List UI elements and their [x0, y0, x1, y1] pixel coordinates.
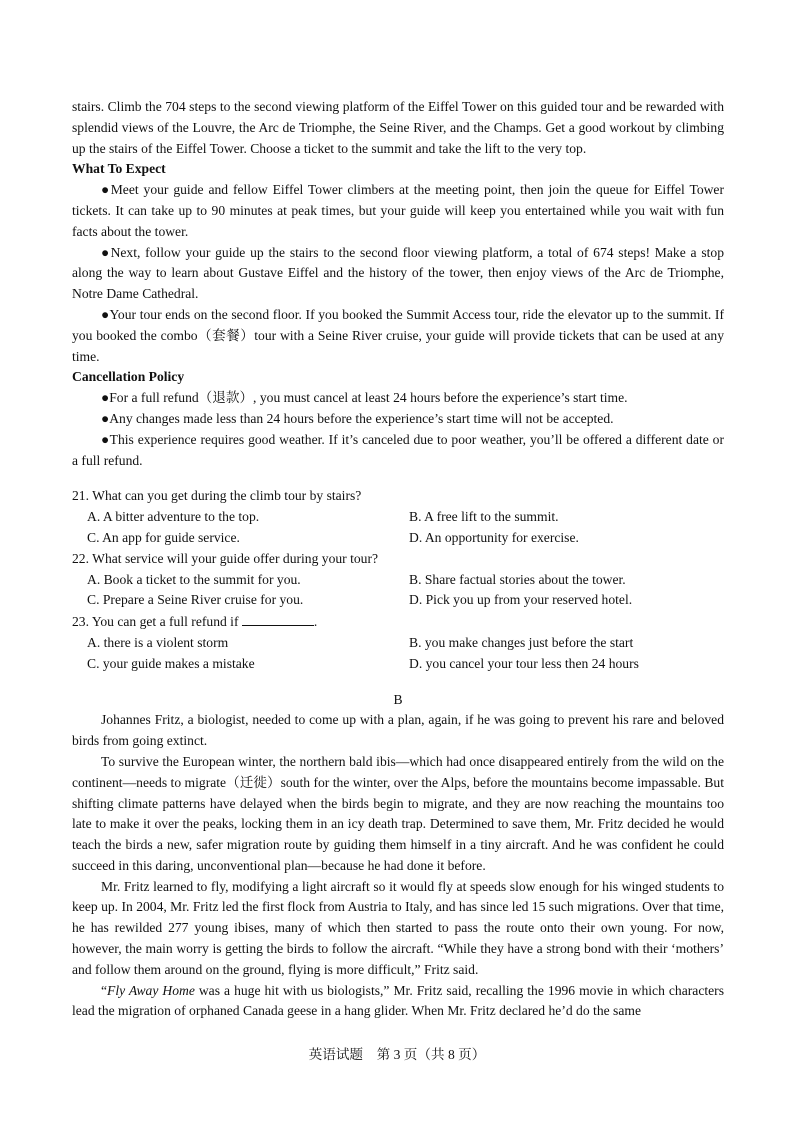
open-quote: “ — [101, 982, 108, 998]
option-a: A. Book a ticket to the summit for you. — [87, 571, 301, 587]
policy-item-1: ●For a full refund（退款）, you must cancel at least 24 hours before the experience’s start time. — [101, 390, 628, 406]
passage-b-p4 — [72, 981, 724, 1023]
question-21 — [72, 486, 724, 548]
expect-heading: What To Expect — [72, 161, 166, 177]
expect-item-1: ●Meet your guide and fellow Eiffel Tower climbers at the meeting point, then join the queue for Eiffel Tower tickets. It can take up to 90 minutes at peak times, but your guide will keep you entertained while you wait with fun facts about the tower. — [72, 182, 724, 239]
option-b: B. you make changes just before the start — [409, 634, 634, 650]
option-b: B. A free lift to the summit. — [409, 509, 559, 525]
movie-title: Fly Away Home — [107, 982, 195, 998]
expect-item-3: ●Your tour ends on the second floor. If you booked the Summit Access tour, ride the elevator up to the summit. If you booked the combo（套餐）tour with a Seine River cruise, your guide will provide tickets that can be used at any time. — [72, 306, 724, 364]
question-23 — [72, 611, 724, 674]
option-a: A. A bitter adventure to the top. — [87, 509, 260, 525]
passage-b-p2: To survive the European winter, the northern bald ibis—which had once disappeared entirely from the wild on the continent—needs to migrate（迁徙）south for the winter, over the Alps, before the mountains become impassable. But shifting climate patterns have delayed when the birds begin to migrate, and they are now reaching the mountains too late to make it over the peaks, locking them in an icy death trap. Determined to save them, Mr. Fritz decided he would teach the birds a new, safer migration route by guiding them himself in a tiny aircraft. And he was confident he could succeed in this daring, unconventional plan—because he had done it before. — [72, 753, 724, 873]
option-c: C. Prepare a Seine River cruise for you. — [87, 592, 304, 608]
option-c: C. An app for guide service. — [87, 529, 240, 545]
option-d: D. Pick you up from your reserved hotel. — [409, 592, 633, 608]
option-d: D. you cancel your tour less then 24 hours — [409, 655, 639, 671]
option-c: C. your guide makes a mistake — [87, 655, 255, 671]
policy-item-3: ●This experience requires good weather. If it’s canceled due to poor weather, you’ll be offered a different date or a full refund. — [72, 431, 724, 468]
question-stem: 21. What can you get during the climb tour by stairs? — [72, 488, 362, 504]
question-22 — [72, 549, 724, 611]
spacer — [72, 675, 724, 690]
passage-a-intro: stairs. Climb the 704 steps to the second viewing platform of the Eiffel Tower on this guided tour and be rewarded with splendid views of the Louvre, the Arc de Triomphe, the Seine River, and the Champs. Get a good workout by climbing up the stairs of the Eiffel Tower. Choose a ticket to the summit and take the lift to the very top. — [72, 99, 724, 156]
option-b: B. Share factual stories about the tower. — [409, 571, 626, 587]
passage-b-label: B — [393, 691, 403, 707]
page-body — [72, 97, 724, 1022]
question-stem-end: . — [313, 614, 318, 630]
answer-blank — [242, 611, 314, 626]
expect-item-2: ●Next, follow your guide up the stairs to the second floor viewing platform, a total of 674 steps! Make a stop along the way to learn about Gustave Eiffel and the history of the tower, then enjoy views of the Arc de Triomphe, Notre Dame Cathedral. — [72, 244, 724, 302]
page-footer: 英语试题 第 3 页（共 8 页） — [308, 1047, 486, 1062]
policy-heading: Cancellation Policy — [72, 369, 185, 385]
question-stem: 23. You can get a full refund if — [72, 614, 239, 630]
question-stem: 22. What service will your guide offer during your tour? — [72, 550, 379, 566]
option-a: A. there is a violent storm — [87, 634, 229, 650]
spacer — [72, 471, 724, 486]
policy-item-2: ●Any changes made less than 24 hours before the experience’s start time will not be accepted. — [101, 410, 614, 426]
passage-b-p1: Johannes Fritz, a biologist, needed to come up with a plan, again, if he was going to prevent his rare and beloved birds from going extinct. — [72, 712, 724, 749]
option-d: D. An opportunity for exercise. — [409, 529, 579, 545]
passage-b-p3: Mr. Fritz learned to fly, modifying a light aircraft so it would fly at speeds slow enough for his winged students to keep up. In 2004, Mr. Fritz led the first flock from Austria to Italy, and has since led 15 such migrations. Over that time, he has rewilded 277 young ibises, many of which then started to pass the route onto their own young. For now, however, the main worry is getting the birds to follow the aircraft. “While they have a strong bond with their ‘mothers’ and follow them around on the ground, flying is more difficult,” Fritz said. — [72, 878, 724, 977]
question-stem-wrap — [72, 611, 724, 633]
passage-b-p4-text: was a huge hit with us biologists,” Mr. Fritz said, recalling the 1996 movie in which characters lead the migration of orphaned Canada geese in a hang glider. When Mr. Fritz declared he’d do the same — [72, 982, 724, 1019]
